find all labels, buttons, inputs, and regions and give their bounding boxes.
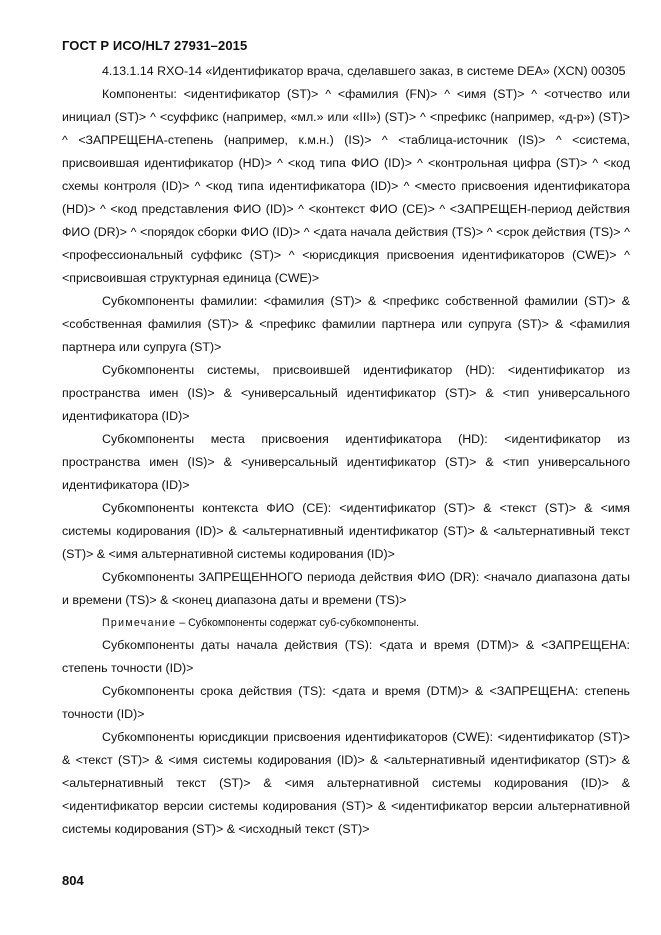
note: [62, 612, 630, 634]
assigning-facility-subcomponents-paragraph: Субкомпоненты места присвоения идентификатора (HD): <идентификатор из пространства имен (IS)> & <универсальный идентификатор (ST)> & <тип универсального идентификатора (ID)>: [62, 432, 630, 492]
page-body: [62, 60, 630, 841]
effective-date-subcomponents-paragraph: Субкомпоненты даты начала действия (TS): <дата и время (DTM)> & <ЗАПРЕЩЕНА: степень точности (ID)>: [62, 638, 630, 675]
section-heading-paragraph: 4.13.1.14 RXO-14 «Идентификатор врача, сделавшего заказ, в системе DEA» (XCN) 00305: [102, 64, 626, 78]
document-header: ГОСТ Р ИСО/HL7 27931–2015: [62, 38, 248, 53]
name-validity-range-subcomponents-paragraph: Субкомпоненты ЗАПРЕЩЕННОГО периода действия ФИО (DR): <начало диапазона даты и времени (TS)> & <конец диапазона даты и времени (TS)>: [62, 570, 630, 607]
jurisdiction-subcomponents-paragraph: Субкомпоненты юрисдикции присвоения идентификаторов (CWE): <идентификатор (ST)> & <текст (ST)> & <имя системы кодирования (ID)> & <альтернативный идентификатор (ST)> & <альтернативный текст (ST)> & <имя альтернативной системы кодирования (ID)> & <идентификатор версии системы кодирования (ST)> & <идентификатор версии альтернативной системы кодирования (ST)> & <исходный текст (ST)>: [62, 730, 630, 836]
name-context-subcomponents-paragraph: Субкомпоненты контекста ФИО (CE): <идентификатор (ST)> & <текст (ST)> & <имя системы кодирования (ID)> & <альтернативный идентификатор (ST)> & <альтернативный текст (ST)> & <имя альтернативной системы кодирования (ID)>: [62, 501, 630, 561]
page-number: 804: [62, 873, 84, 888]
expiration-date-subcomponents-paragraph: Субкомпоненты срока действия (TS): <дата и время (DTM)> & <ЗАПРЕЩЕНА: степень точности (ID)>: [62, 684, 630, 721]
note-label: Примечание: [102, 617, 177, 629]
components-paragraph: Компоненты: <идентификатор (ST)> ^ <фамилия (FN)> ^ <имя (ST)> ^ <отчество или инициал (ST)> ^ <суффикс (например, «мл.» или «III») (ST)> ^ <префикс (например, «д-р») (ST)> ^ <ЗАПРЕЩЕНА-степень (например, к.м.н.) (IS)> ^ <таблица-источник (IS)> ^ <система, присвоившая идентификатор (HD)> ^ <код типа ФИО (ID)> ^ <контрольная цифра (ST)> ^ <код схемы контроля (ID)> ^ <код типа идентификатора (ID)> ^ <место присвоения идентификатора (HD)> ^ <код представления ФИО (ID)> ^ <контекст ФИО (CE)> ^ <ЗАПРЕЩЕН-период действия ФИО (DR)> ^ <порядок сборки ФИО (ID)> ^ <дата начала действия (TS)> ^ <срок действия (TS)> ^ <профессиональный суффикс (ST)> ^ <юрисдикция присвоения идентификаторов (CWE)> ^ <присвоившая структурная единица (CWE)>: [62, 87, 630, 285]
assigning-system-subcomponents-paragraph: Субкомпоненты системы, присвоившей идентификатор (HD): <идентификатор из пространства имен (IS)> & <универсальный идентификатор (ST)> & <тип универсального идентификатора (ID)>: [62, 363, 630, 423]
surname-subcomponents-paragraph: Субкомпоненты фамилии: <фамилия (ST)> & <префикс собственной фамилии (ST)> & <собственная фамилия (ST)> & <префикс фамилии партнера или супруга (ST)> & <фамилия партнера или супруга (ST)>: [62, 294, 630, 354]
note-text: – Субкомпоненты содержат суб-субкомпоненты.: [176, 617, 420, 629]
